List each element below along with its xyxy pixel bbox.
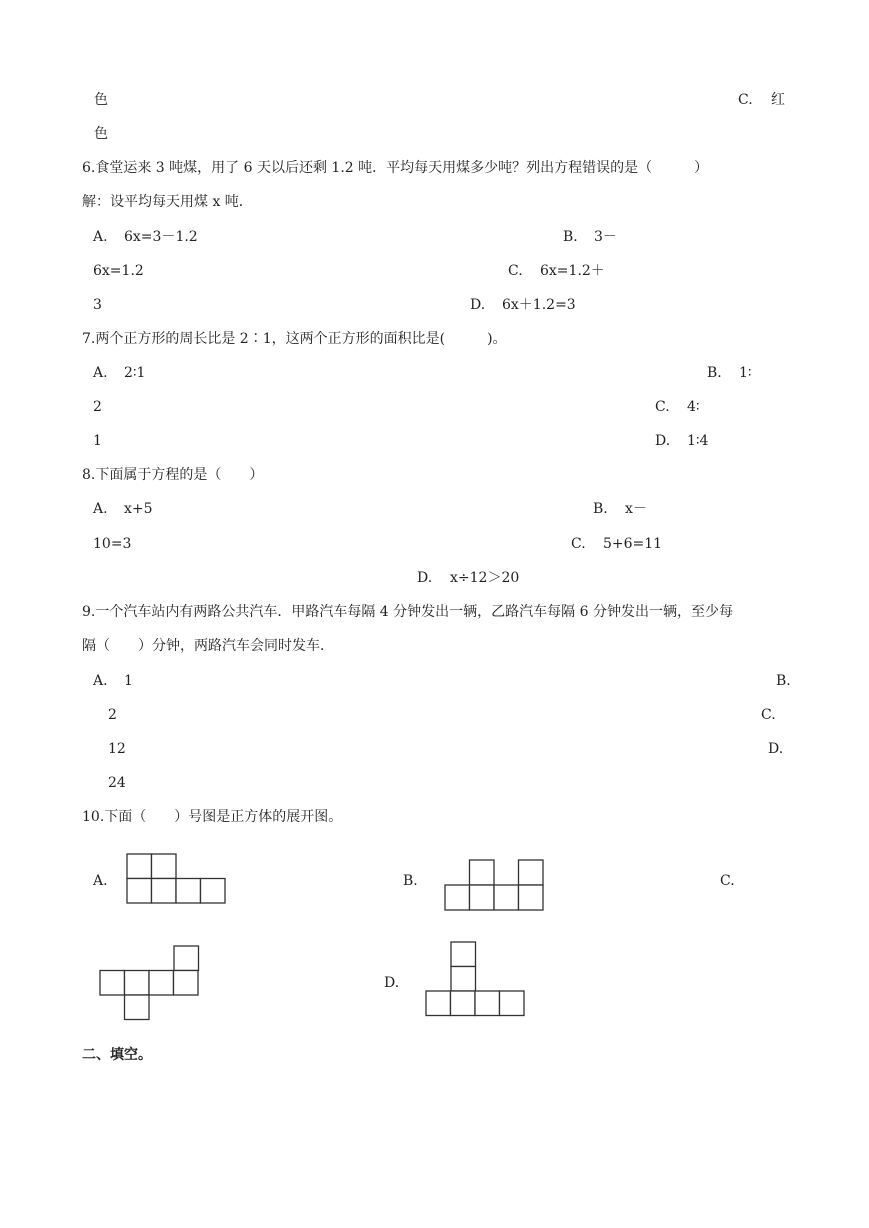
q7-question: 7.两个正方形的周长比是 2∶1，这两个正方形的面积比是( )。 [82,331,507,347]
q8-question: 8.下面属于方程的是（ ） [82,467,264,483]
q8-option-c-label: C. [571,536,586,552]
q5-option-c-label: C. [738,92,753,108]
q7-option-d-label: D. [655,433,671,449]
q7-option-b-text: 1∶ [739,365,752,381]
q9-option-d-label: D. [768,741,784,757]
q6-option-c-text: 6x=1.2＋ [540,263,605,279]
q9-line2-text: 2 [108,707,117,723]
q6-option-a-label: A. [93,229,108,245]
q6-option-b-label: B. [563,229,578,245]
q7-option-c-label: C. [655,399,670,415]
q6-option-a-text: 6x=3－1.2 [124,229,198,245]
cube-net-b-figure [445,860,545,912]
q7-option-d-text: 1∶4 [687,433,709,449]
q9-option-b-label: B. [776,673,791,689]
cube-net-a-figure [127,854,227,904]
q10-option-b-label: B. [403,873,418,889]
section-2-heading: 二、填空。 [82,1047,152,1063]
q9-option-a-label: A. [93,673,108,689]
q6-question: 6.食堂运来 3 吨煤，用了 6 天以后还剩 1.2 吨．平均每天用煤多少吨？列出方程错误的是（ ） [82,160,709,176]
q9-question-line1: 9.一个汽车站内有两路公共汽车．甲路汽车每隔 4 分钟发出一辆，乙路汽车每隔 6 分钟发出一辆，至少每 [82,604,733,620]
q6-line3-text: 3 [93,297,102,313]
q5-tail-text-1: 色 [94,92,108,108]
q8-option-a-label: A. [93,501,108,517]
q5-tail-text-2: 色 [94,126,108,142]
q6-option-c-label: C. [508,263,523,279]
q8-line2-text: 10=3 [93,536,132,552]
q9-line4-text: 24 [108,775,126,791]
q9-line3-text: 12 [108,741,126,757]
q7-option-a-text: 2∶1 [124,365,146,381]
q10-option-c-label: C. [720,873,735,889]
q10-question: 10.下面（ ）号图是正方体的展开图。 [82,809,343,825]
q6-option-d-label: D. [470,297,486,313]
q9-question-line2: 隔（ ）分钟，两路汽车会同时发车． [82,638,334,654]
q10-option-d-label: D. [384,975,400,991]
q7-option-a-label: A. [93,365,108,381]
q9-option-c-label: C. [761,707,776,723]
q5-option-c-text: 红 [771,92,785,108]
q7-option-c-text: 4∶ [687,399,700,415]
cube-net-d-figure [426,942,526,1018]
q6-option-d-text: 6x＋1.2=3 [502,297,576,313]
cube-net-c-figure [100,946,200,1022]
q6-line2-text: 6x=1.2 [93,263,144,279]
q7-line2-text: 2 [93,399,102,415]
q9-option-a-text: 1 [124,673,133,689]
q8-option-c-text: 5+6=11 [603,536,663,552]
q8-option-d-label: D. [417,570,433,586]
q8-option-a-text: x+5 [124,501,153,517]
q7-line3-text: 1 [93,433,102,449]
q8-option-b-text: x－ [625,501,647,517]
q7-option-b-label: B. [707,365,722,381]
q8-option-d-text: x÷12＞20 [450,570,520,586]
q10-option-a-label: A. [93,873,108,889]
q8-option-b-label: B. [593,501,608,517]
q6-solution: 解：设平均每天用煤 x 吨． [82,194,253,210]
q6-option-b-text: 3－ [594,229,617,245]
